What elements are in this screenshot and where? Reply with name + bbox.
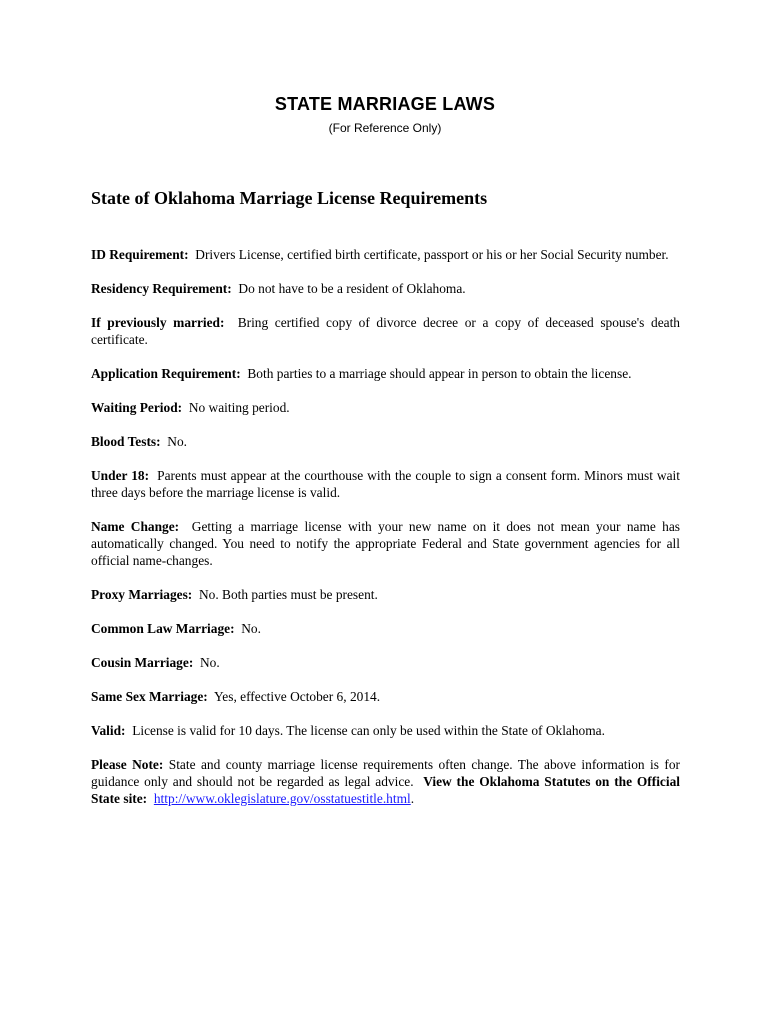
requirements-list bbox=[91, 246, 680, 824]
item-text: Drivers License, certified birth certificate, passport or his or her Social Security number. bbox=[195, 247, 669, 262]
item-label: Same Sex Marriage: bbox=[91, 689, 208, 704]
item-same-sex-marriage bbox=[91, 688, 680, 705]
item-cousin-marriage bbox=[91, 654, 680, 671]
oklahoma-statutes-link[interactable]: http://www.oklegislature.gov/osstatuestitle.html bbox=[153, 791, 411, 806]
section-heading: State of Oklahoma Marriage License Requirements bbox=[91, 188, 488, 208]
item-text: No. bbox=[167, 434, 188, 449]
item-label: Cousin Marriage: bbox=[91, 655, 194, 670]
item-label: Residency Requirement: bbox=[91, 281, 232, 296]
item-text: Both parties to a marriage should appear in person to obtain the license. bbox=[247, 366, 632, 381]
item-valid bbox=[91, 722, 680, 739]
item-waiting-period bbox=[91, 399, 680, 416]
item-text: No. bbox=[199, 655, 220, 670]
item-application-requirement bbox=[91, 365, 680, 382]
item-proxy-marriages bbox=[91, 586, 680, 603]
item-residency-requirement bbox=[91, 280, 680, 297]
page-subtitle: (For Reference Only) bbox=[328, 121, 442, 135]
note-label: Please Note: bbox=[91, 757, 164, 772]
note-text: State and county marriage license requirements often change. The above information is for guidance only and should not be regarded as legal advice. bbox=[91, 757, 680, 789]
page-title: STATE MARRIAGE LAWS bbox=[274, 94, 496, 114]
note-bold-text: View the Oklahoma Statutes on the Official State site: bbox=[91, 774, 680, 806]
item-under-18 bbox=[91, 467, 680, 501]
item-text: Do not have to be a resident of Oklahoma. bbox=[238, 281, 466, 296]
item-label: Common Law Marriage: bbox=[91, 621, 235, 636]
item-text: Bring certified copy of divorce decree or a copy of deceased spouse's death certificate. bbox=[91, 315, 680, 347]
item-text: No. Both parties must be present. bbox=[198, 587, 378, 602]
item-text: Parents must appear at the courthouse with the couple to sign a consent form. Minors must wait three days before the marriage license is valid. bbox=[91, 468, 680, 500]
item-label: ID Requirement: bbox=[91, 247, 189, 262]
note-trailing: . bbox=[410, 791, 415, 806]
item-id-requirement bbox=[91, 246, 680, 263]
item-label: Blood Tests: bbox=[91, 434, 161, 449]
item-text: License is valid for 10 days. The license can only be used within the State of Oklahoma. bbox=[132, 723, 605, 738]
item-label: Name Change: bbox=[91, 519, 180, 534]
item-common-law-marriage bbox=[91, 620, 680, 637]
item-text: Getting a marriage license with your new name on it does not mean your name has automatically changed. You need to notify the appropriate Federal and State government agencies for all official name-changes. bbox=[91, 519, 680, 568]
item-text: No. bbox=[241, 621, 261, 636]
item-name-change bbox=[91, 518, 680, 569]
item-text: Yes, effective October 6, 2014. bbox=[213, 689, 381, 704]
item-text: No waiting period. bbox=[188, 400, 290, 415]
please-note bbox=[91, 756, 680, 807]
item-label: Waiting Period: bbox=[91, 400, 183, 415]
item-label: Application Requirement: bbox=[91, 366, 241, 381]
item-previously-married bbox=[91, 314, 680, 348]
item-label: Valid: bbox=[91, 723, 126, 738]
item-label: Proxy Marriages: bbox=[91, 587, 193, 602]
item-label: Under 18: bbox=[91, 468, 150, 483]
item-label: If previously married: bbox=[91, 315, 225, 330]
item-blood-tests bbox=[91, 433, 680, 450]
